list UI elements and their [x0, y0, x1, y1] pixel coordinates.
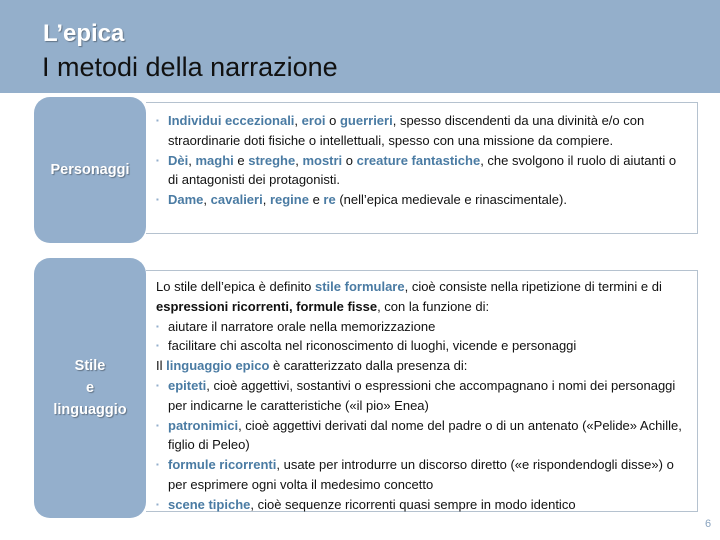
label-personaggi — [34, 97, 146, 243]
slide-title: I metodi della narrazione — [42, 52, 338, 82]
highlighted-term: stile formulare — [315, 279, 405, 294]
highlighted-term: linguaggio epico — [166, 358, 270, 374]
text-segment: , — [295, 152, 303, 168]
text-segment: , usate per introdurre un discorso diretto («e rispondendogli disse») o per esprimere ogni volta il medesimo concetto — [168, 457, 674, 492]
highlighted-term: streghe — [248, 152, 296, 168]
highlighted-term: guerrieri — [339, 113, 393, 128]
text-personaggi — [146, 102, 698, 234]
slide-header — [0, 0, 720, 93]
section-label-line: Stile — [74, 358, 106, 374]
text-stile-linguaggio — [146, 270, 698, 512]
highlighted-term: creature fantastiche — [356, 152, 481, 168]
highlighted-term: Dame — [168, 192, 204, 208]
bullet-item — [156, 495, 689, 515]
bullet-item — [156, 151, 689, 191]
text-segment: , cioè sequenze ricorrenti quasi sempre in modo identico — [250, 496, 576, 512]
label-stile-linguaggio — [34, 258, 146, 518]
highlighted-term: regine — [269, 192, 309, 208]
text-segment: aiutare il narratore orale nella memorizzazione — [168, 318, 436, 334]
bullet-item — [156, 455, 689, 495]
highlighted-term: formule ricorrenti — [168, 457, 277, 473]
section-label-line: linguaggio — [53, 402, 127, 418]
section-label-line: e — [85, 380, 95, 396]
text-segment: e — [233, 152, 249, 168]
bullet-item — [156, 190, 689, 210]
highlighted-term: re — [323, 192, 336, 208]
text-segment: , — [188, 152, 196, 168]
paragraph — [156, 277, 689, 317]
highlighted-term: scene tipiche — [168, 496, 251, 512]
bullet-item — [156, 416, 689, 456]
text-segment: e — [308, 192, 324, 208]
text-segment: facilitare chi ascolta nel riconoscimento di luoghi, vicende e personaggi — [168, 338, 577, 354]
highlighted-term: eroi — [301, 113, 326, 128]
text-segment: , che svolgono il ruolo di aiutanti o di antagonisti dei protagonisti. — [168, 152, 677, 188]
text-segment: , cioè aggettivi, sostantivi o espressioni che accompagnano i nomi dei personaggi per indicarne le caratteristiche («il pio» Enea) — [168, 377, 676, 413]
paragraph — [156, 356, 689, 376]
text-segment: , spesso discendenti da una divinità e/o con straordinarie doti fisiche o intellettuali, spesso con una missione da compiere. — [168, 113, 645, 148]
text-segment: o — [325, 113, 340, 128]
text-segment: , — [294, 113, 302, 128]
highlighted-term: mostri — [302, 152, 343, 168]
highlighted-term: Individui eccezionali — [168, 113, 295, 128]
text-segment: , con la funzione di: — [377, 298, 490, 314]
text-segment: o — [342, 152, 357, 168]
highlighted-term: maghi — [195, 152, 234, 168]
bullet-item — [156, 376, 689, 416]
text-segment: Lo stile dell’epica è definito — [156, 279, 315, 294]
text-segment: (nell’epica medievale e rinascimentale). — [335, 192, 567, 208]
text-segment: , — [262, 192, 270, 208]
bullet-item — [156, 111, 689, 151]
highlighted-term: Dèi — [168, 152, 189, 168]
slide-supertitle: L’epica — [43, 20, 125, 47]
bullet-item — [156, 317, 689, 337]
bullet-item — [156, 336, 689, 356]
text-segment: Il — [156, 358, 167, 374]
highlighted-term: epiteti — [168, 377, 207, 393]
section-label-line: Personaggi — [50, 162, 130, 178]
bold-term: espressioni ricorrenti, formule fisse — [156, 298, 378, 314]
text-segment: , cioè aggettivi derivati dal nome del padre o di un antenato («Pelide» Achille, figlio di Peleo) — [168, 417, 682, 453]
text-segment: , cioè consiste nella ripetizione di termini e di — [404, 279, 662, 294]
text-segment: è caratterizzato dalla presenza di: — [269, 358, 468, 374]
highlighted-term: patronimici — [168, 417, 239, 433]
page-number: 6 — [705, 518, 712, 530]
text-segment: , — [203, 192, 211, 208]
highlighted-term: cavalieri — [210, 192, 263, 208]
